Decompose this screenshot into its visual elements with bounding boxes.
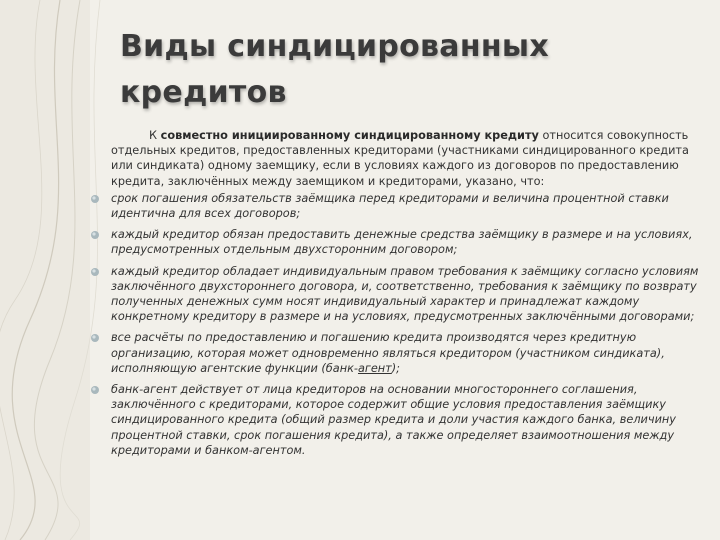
slide-title-line2: кредитов: [120, 75, 287, 110]
list-item: [111, 191, 713, 221]
bullet-marker-icon: [90, 230, 100, 240]
bullet-marker-icon: [90, 267, 100, 277]
bullet-underlined-word: агент: [357, 361, 392, 375]
bullet-list: [111, 191, 713, 458]
intro-rest: относится совокупность отдельных кредитов, предоставленных кредиторами (участниками синдицированного кредита или синдиката) одному заемщику, если в условиях каждого из договоров по предоставлению кредита, заключённых между заемщиком и кредиторами, указано, что:: [111, 129, 689, 188]
list-item: [111, 264, 713, 325]
bullet-text: все расчёты по предоставлению и погашению кредита производятся через кредитную организацию, которая может одновременно являться кредитором (участником синдиката), исполняющую агентские функции (банк-: [111, 331, 665, 375]
bullet-marker-icon: [90, 385, 100, 395]
slide-title-line1: Виды синдицированных: [120, 29, 549, 64]
bullet-text-end: );: [391, 361, 400, 375]
bullet-text: срок погашения обязательств заёмщика перед кредиторами и величина процентной ставки идентична для всех договоров;: [111, 191, 669, 221]
bullet-marker-icon: [90, 194, 100, 204]
intro-lead: К: [149, 129, 161, 142]
bullet-marker-icon: [90, 333, 100, 343]
slide-title: [120, 24, 680, 116]
bullet-text: каждый кредитор обладает индивидуальным правом требования к заёмщику согласно условиям заключённого двухстороннего договора, и, соответственно, требования к заёмщику по возврату полученных денежных сумм носят индивидуальный характер и принадлежат каждому конкретному кредитору в размере и на условиях, предусмотренных заключёнными договорами;: [111, 264, 699, 324]
list-item: [111, 330, 713, 376]
intro-bold-term: совместно инициированному синдицированному кредиту: [160, 129, 539, 142]
bullet-text: банк-агент действует от лица кредиторов на основании многостороннего соглашения, заключённого с кредиторами, которое содержит общие условия предоставления заёмщику синдицированного кредита (общий размер кредита и доли участия каждого банка, величину процентной ставки, срок погашения кредита), а также определяет взаимоотношения между кредиторами и банком-агентом.: [111, 383, 676, 457]
list-item: [111, 227, 713, 257]
slide-content: [111, 128, 713, 464]
bullet-text: каждый кредитор обязан предоставить денежные средства заёмщику в размере и на условиях, предусмотренных отдельным двухсторонним договором;: [111, 228, 693, 257]
list-item: [111, 382, 713, 458]
intro-paragraph: [111, 128, 713, 189]
